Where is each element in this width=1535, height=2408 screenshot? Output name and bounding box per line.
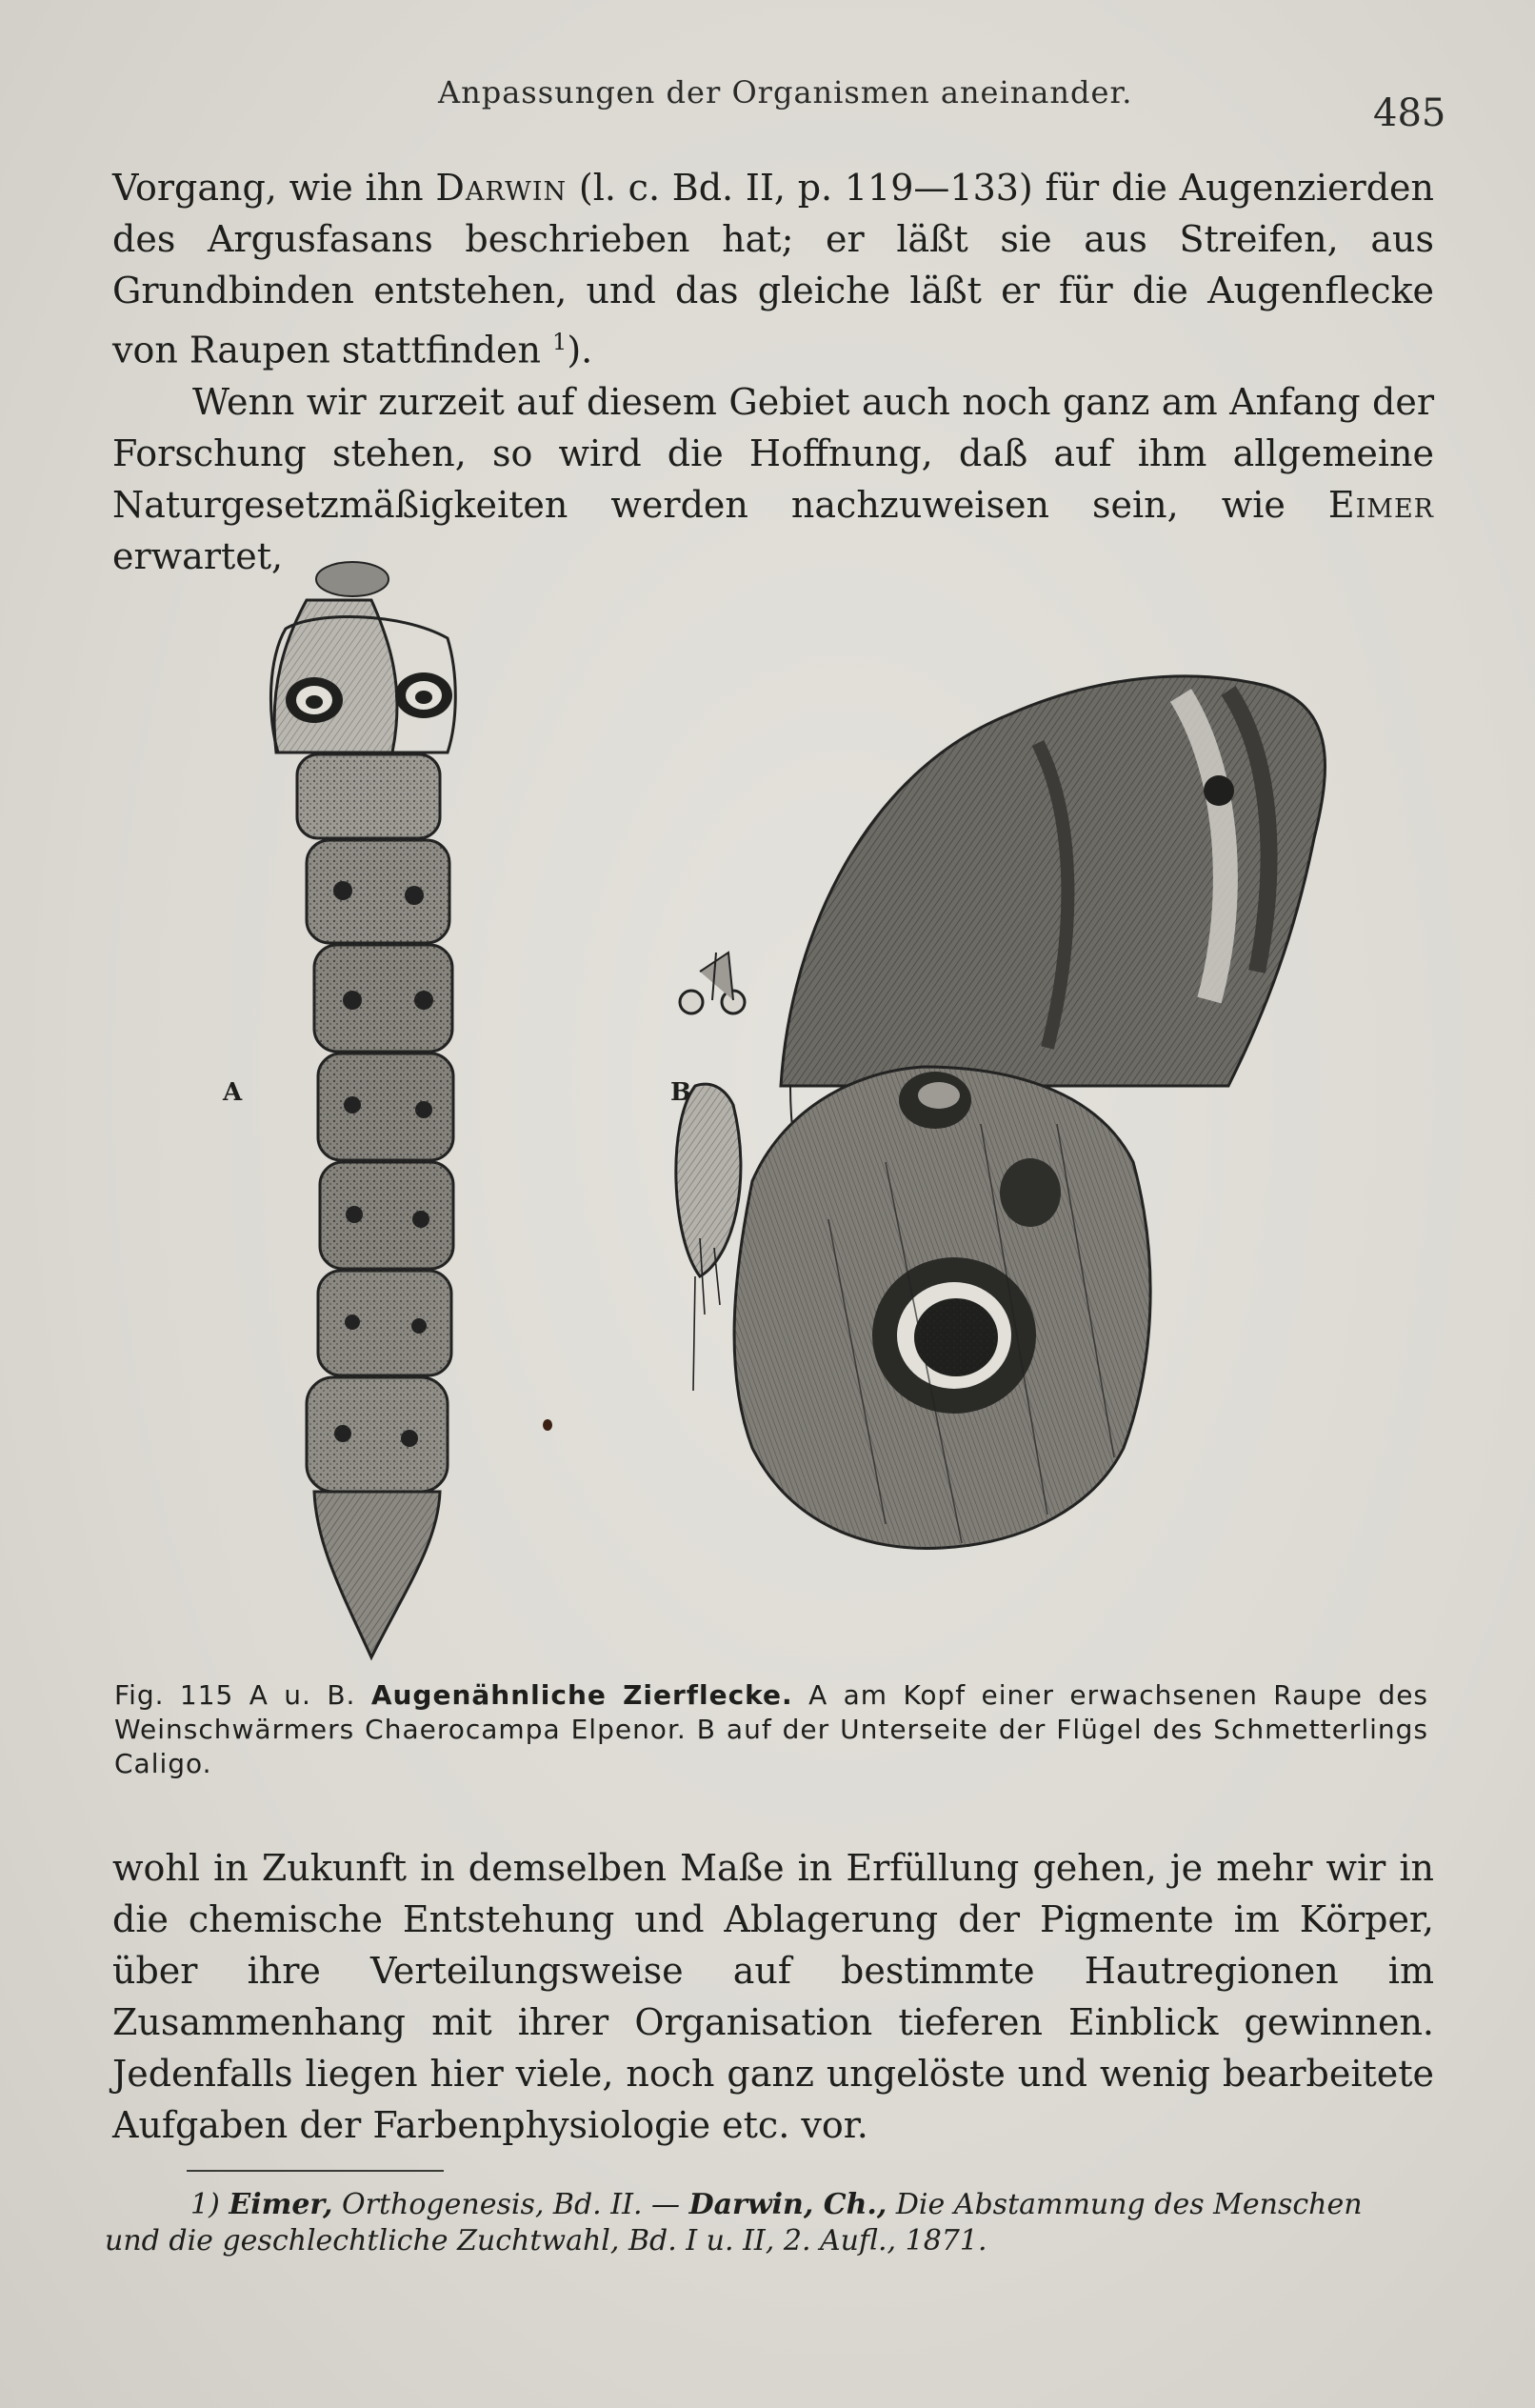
footnote-marker: 1) [190, 2188, 220, 2221]
footnote-work-eimer: Orthogenesis, Bd. II. — [332, 2188, 689, 2221]
butterfly-eyespot [872, 1257, 1036, 1414]
figure-label-a: A [223, 1078, 243, 1107]
page-number: 485 [1373, 91, 1446, 135]
footnote-author-eimer: Eimer, [229, 2188, 333, 2221]
figure-115 [219, 552, 1362, 1676]
caterpillar-eyespot-left [286, 677, 343, 723]
caterpillar-eyespot-right [395, 672, 452, 718]
footnote-reference[interactable]: 1 [552, 329, 568, 355]
p1-text-a: Vorgang, wie ihn [112, 167, 436, 209]
footnote [105, 2187, 1419, 2259]
paragraph-3: wohl in Zukunft in demselben Maße in Erfüllung gehen, je mehr wir in die chemische Entstehung und Ablagerung der Pigmente im Körper, über ihre Verteilungsweise auf bestimmte Hautregionen im Zusammenhang mit ihrer Organisation tieferen Einblick gewinnen. Jedenfalls liegen hier viele, noch ganz ungelöste und wenig bearbeitete Aufgaben der Farbenphysiologie etc. vor. [112, 1847, 1434, 2146]
figure-label-b: B [670, 1078, 691, 1107]
paragraph-2 [112, 376, 1434, 582]
footnote-work-darwin: Die Abstammung des Menschen und die geschlechtliche Zuchtwahl, Bd. I u. II, 2. Aufl., 1871. [105, 2188, 1363, 2258]
footnote-author-darwin: Darwin, Ch., [688, 2188, 887, 2221]
p1-text-end: ). [567, 329, 593, 371]
caterpillar-drawing [270, 562, 455, 1657]
p2-text-b: erwartet, [112, 534, 284, 577]
caption-figure-number: Fig. 115 A u. B. [114, 1679, 356, 1711]
p2-text-a: Wenn wir zurzeit auf diesem Gebiet auch noch ganz am Anfang der Forschung stehen, so wird die Hoffnung, daß auf ihm allgemeine Naturgesetzmäßigkeiten werden nachzuweisen sein, wie [112, 380, 1434, 526]
running-head: Anpassungen der Organismen aneinander. [438, 74, 1133, 110]
figure-illustration [219, 552, 1362, 1676]
bottom-text-block [112, 1842, 1434, 2151]
butterfly-drawing [676, 676, 1326, 1549]
ink-speck [543, 1419, 552, 1431]
footnote-divider [187, 2170, 444, 2172]
figure-caption [114, 1678, 1428, 1781]
p1-text-b: (l. c. Bd. II, p. 119—133) für die Augenzierden des Argusfasans beschrieben hat; er läßt sie aus Streifen, aus Grundbinden entstehen, und das gleiche läßt er für die Augenflecke von Raupen stattfinden [112, 167, 1434, 371]
top-text-block [112, 162, 1434, 582]
caption-title: Augenähnliche Zierflecke. [370, 1679, 793, 1711]
author-name-darwin: Darwin [435, 167, 568, 209]
paragraph-1 [112, 162, 1434, 376]
caption-description: A am Kopf einer erwachsenen Raupe des Weinschwärmers Chaerocampa Elpenor. B auf der Unterseite der Flügel des Schmetterlings Caligo. [114, 1679, 1429, 1779]
author-name-eimer: Eimer [1327, 483, 1434, 526]
